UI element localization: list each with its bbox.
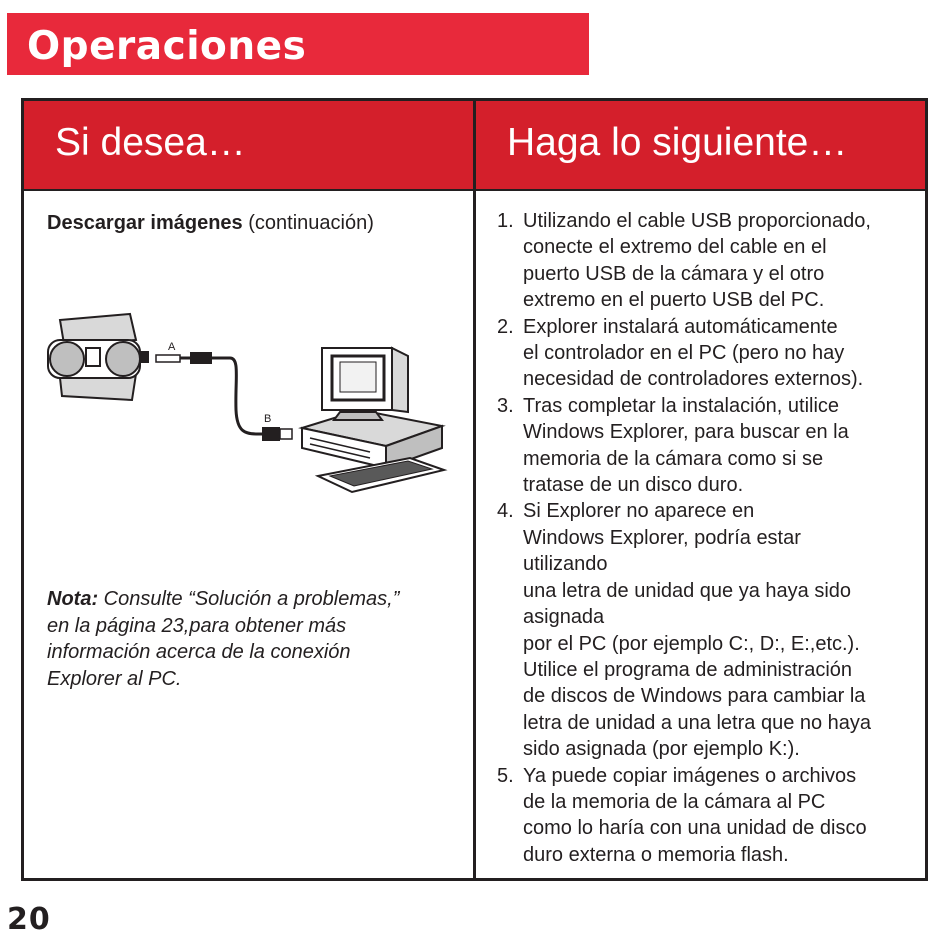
- note-line: Explorer al PC.: [47, 667, 182, 690]
- usb-cable: [180, 358, 262, 434]
- step-line: Ya puede copiar imágenes o archivos: [523, 764, 857, 787]
- step-line: utilizando: [523, 553, 608, 576]
- step-number: 4.: [497, 500, 514, 523]
- step-line: de la memoria de la cámara al PC: [523, 790, 826, 813]
- note-label: Nota:: [47, 588, 99, 610]
- step-line: una letra de unidad que ya haya sido: [523, 579, 852, 602]
- step-line: memoria de la cámara como si se: [523, 447, 824, 470]
- step-line: sido asignada (por ejemplo K:).: [523, 738, 800, 761]
- section-banner: [7, 13, 589, 75]
- connector-label-b: B: [264, 413, 272, 425]
- step-line: el controlador en el PC (pero no hay: [523, 342, 845, 365]
- task-title-bold: Descargar imágenes: [47, 212, 243, 234]
- usb-plug-a: [156, 355, 180, 362]
- step-line: Explorer instalará automáticamente: [523, 315, 838, 338]
- step-line: tratase de un disco duro.: [523, 474, 744, 497]
- right-column-header: Haga lo siguiente…: [507, 121, 848, 164]
- step-item: [497, 763, 917, 869]
- step-line: por el PC (por ejemplo C:, D:, E:,etc.).: [523, 632, 860, 655]
- step-line: Tras completar la instalación, utilice: [523, 394, 840, 417]
- left-column-header: Si desea…: [55, 121, 246, 164]
- step-line: necesidad de controladores externos).: [523, 368, 864, 391]
- note-text: [47, 586, 447, 692]
- step-line: de discos de Windows para cambiar la: [523, 685, 866, 708]
- step-line: puerto USB de la cámara y el otro: [523, 262, 825, 285]
- step-number: 2.: [497, 315, 514, 338]
- page-number: 20: [7, 902, 51, 937]
- binocular-camera-icon: [48, 314, 148, 400]
- usb-plug-a-housing: [190, 352, 212, 364]
- step-number: 3.: [497, 394, 514, 417]
- note-line: Consulte “Solución a problemas,”: [98, 588, 400, 610]
- step-item: [497, 393, 917, 499]
- task-title-suffix: (continuación): [242, 212, 374, 234]
- note-line: en la página 23,para obtener más: [47, 614, 347, 637]
- step-line: como lo haría con una unidad de disco: [523, 817, 867, 840]
- note-line: información acerca de la conexión: [47, 641, 351, 663]
- steps-list: [497, 208, 917, 868]
- step-line: Windows Explorer, podría estar: [523, 526, 801, 549]
- step-line: extremo en el puerto USB del PC.: [523, 289, 825, 312]
- step-line: asignada: [523, 606, 605, 629]
- step-line: Utilice el programa de administración: [523, 658, 853, 681]
- task-title: [47, 210, 374, 236]
- usb-plug-b-housing: [262, 427, 280, 441]
- usb-plug-b: [280, 429, 292, 439]
- step-line: Windows Explorer, para buscar en la: [523, 421, 849, 444]
- desktop-computer-icon: [302, 348, 444, 492]
- step-line: duro externa o memoria flash.: [523, 843, 789, 866]
- step-item: [497, 314, 917, 393]
- step-line: letra de unidad a una letra que no haya: [523, 711, 872, 734]
- section-title: Operaciones: [27, 24, 307, 69]
- connector-label-a: A: [168, 341, 176, 353]
- step-item: [497, 498, 917, 762]
- step-line: Utilizando el cable USB proporcionado,: [523, 210, 871, 232]
- usb-connection-illustration: [40, 300, 450, 500]
- step-number: 5.: [497, 764, 514, 787]
- column-divider: [473, 98, 476, 881]
- step-item: [497, 208, 917, 314]
- step-line: conecte el extremo del cable en el: [523, 236, 827, 259]
- step-line: Si Explorer no aparece en: [523, 500, 755, 523]
- step-number: 1.: [497, 210, 514, 232]
